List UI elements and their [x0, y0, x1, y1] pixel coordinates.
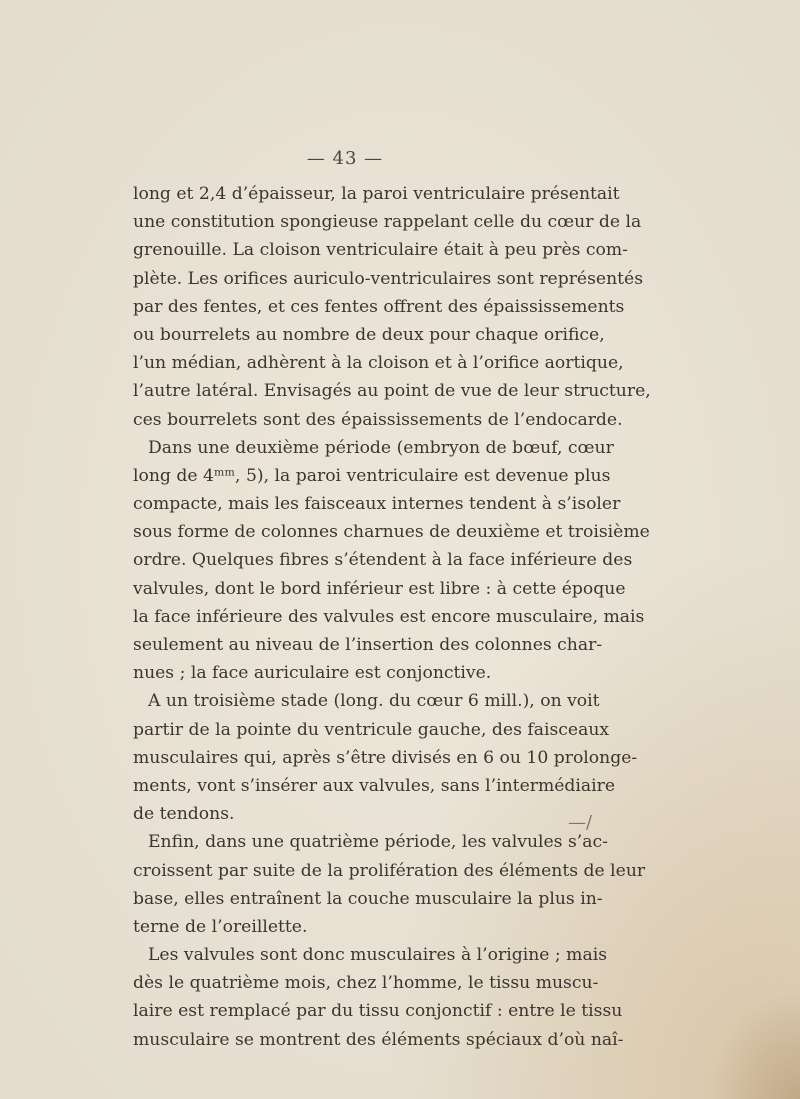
text-line: Dans une deuxième période (embryon de bœuf, cœur: [148, 437, 614, 458]
text-line: l’un médian, adhèrent à la cloison et à l’orifice aortique,: [133, 353, 624, 374]
text-line: la face inférieure des valvules est encore musculaire, mais: [133, 606, 645, 627]
text-line: une constitution spongieuse rappelant celle du cœur de la: [133, 212, 642, 233]
text-line: musculaire se montrent des éléments spéciaux d’où naî-: [133, 1029, 624, 1050]
text-line: sous forme de colonnes charnues de deuxième et troisième: [133, 522, 650, 543]
text-line: plète. Les orifices auriculo-ventriculaires sont représentés: [133, 268, 644, 289]
text-line: ments, vont s’insérer aux valvules, sans l’intermédiaire: [133, 775, 616, 796]
text-line: Les valvules sont donc musculaires à l’origine ; mais: [148, 945, 608, 966]
text-line: compacte, mais les faisceaux internes tendent à s’isoler: [133, 494, 621, 515]
paper-stain: [710, 989, 800, 1099]
margin-annotation: —/: [568, 812, 593, 833]
text-line: terne de l’oreillette.: [133, 916, 308, 937]
text-line: ou bourrelets au nombre de deux pour chaque orifice,: [133, 324, 605, 345]
body-text: [133, 180, 651, 1054]
text-line: laire est remplacé par du tissu conjonctif : entre le tissu: [133, 1001, 623, 1022]
text-line: Enfin, dans une quatrième période, les valvules s’ac-: [148, 832, 608, 853]
text-line: ces bourrelets sont des épaississements de l’endocarde.: [133, 409, 623, 430]
text-line: de tendons.: [133, 804, 235, 825]
text-line: base, elles entraînent la couche musculaire la plus in-: [133, 888, 603, 909]
text-line: long de 4ᵐᵐ, 5), la paroi ventriculaire est devenue plus: [133, 465, 611, 486]
text-line: valvules, dont le bord inférieur est libre : à cette époque: [133, 578, 626, 599]
text-line: grenouille. La cloison ventriculaire était à peu près com-: [133, 240, 628, 261]
text-line: long et 2,4 d’épaisseur, la paroi ventriculaire présentait: [133, 184, 620, 204]
text-line: croissent par suite de la prolifération des éléments de leur: [133, 860, 646, 881]
text-line: musculaires qui, après s’être divisés en 6 ou 10 prolonge-: [133, 747, 638, 768]
page-number: — 43 —: [306, 148, 384, 169]
text-line: seulement au niveau de l’insertion des colonnes char-: [133, 635, 603, 655]
text-line: l’autre latéral. Envisagés au point de vue de leur structure,: [133, 381, 651, 402]
text-line: ordre. Quelques fibres s’étendent à la face inférieure des: [133, 550, 633, 571]
text-line: dès le quatrième mois, chez l’homme, le tissu muscu-: [133, 973, 599, 994]
text-line: par des fentes, et ces fentes offrent des épaississements: [133, 296, 625, 317]
text-line: partir de la pointe du ventricule gauche, des faisceaux: [133, 719, 610, 740]
text-line: A un troisième stade (long. du cœur 6 mill.), on voit: [148, 691, 600, 712]
text-line: nues ; la face auriculaire est conjonctive.: [133, 663, 492, 684]
